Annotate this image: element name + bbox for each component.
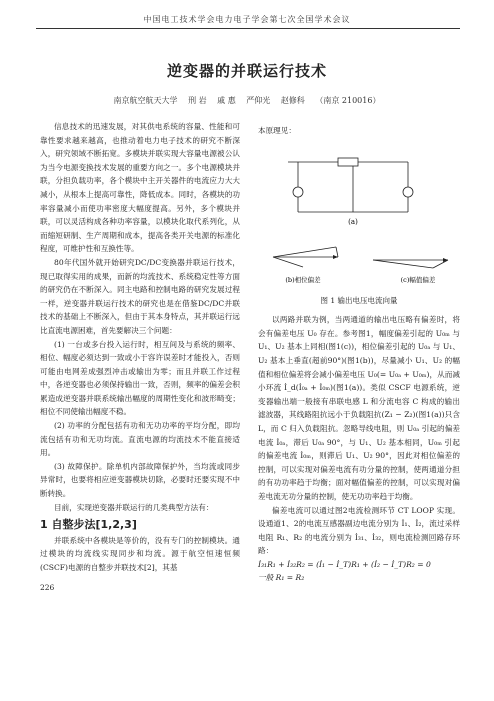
right-column: [258, 124, 460, 585]
fig-label-c: (c)幅值偏差: [400, 275, 436, 284]
vector-diagram: [258, 142, 460, 292]
paper-title: 逆变器的并联运行技术: [166, 62, 327, 80]
paragraph: 目前，实现逆变器并联运行的几类典型方法有：: [54, 502, 214, 512]
author-name: 赵修科: [280, 96, 305, 105]
equation: İ₃₁R₁ + İ₃₂R₂ = (İ₁ − İ_T)R₁ + (İ₂ − İ_T)R₂ = 0: [258, 559, 431, 569]
page-number: 226: [40, 582, 55, 592]
paragraph: 偏差电流可以通过图2电流检测环节 CT LOOP 实现。设通道1、2的电流互感器副边电流分别为 İ₁、İ₂，流过采样电阻 R₁、R₂ 的电流分别为 İ₃₁、İ₃₂，则电流检测回路存环路：: [258, 505, 460, 556]
lead-text: 本原理见：: [258, 126, 296, 135]
author-line: [0, 95, 494, 106]
paragraph: (1) 一台或多台投入运行时，相互间及与系统的频率、相位、幅度必须达到一致或小于容许误差时才能投入，否则可能由电网差成强烈冲击或输出为零；而且并联工作过程中，各逆变器也必须保持输出一致，否则，频率的偏差会积累造成逆变器并联系统输出幅度的周期性变化和波形畸变；相位不同使输出幅度不稳。: [40, 339, 240, 417]
location: （南京 210016）: [315, 96, 381, 105]
author-name: 戚 惠: [217, 96, 236, 105]
left-column: [40, 120, 240, 594]
affiliation: 南京航空航天大学: [113, 96, 178, 105]
paragraph: (3) 故障保护。除单机内部故障保护外，当均流或同步异常时，也要将相应逆变器模块切除，必要时还要实现不中断转换。: [40, 461, 240, 499]
paragraph: (2) 功率的分配包括有功和无功功率的平均分配，即均流包括有功和无功均流。直流电源的均流技术不能直接适用。: [40, 421, 240, 458]
section-heading: 1 自整步法[1,2,3]: [40, 518, 137, 532]
paragraph: 以两路并联为例，当两通道的输出电压略有偏差时，将会有偏差电压 U₀ 存在。参考图1，幅度偏差引起的 U₀ₘ 与 U₁、U₂ 基本上同相(图1(c))，相位偏差引起的 U₀ₐ 与 U₁、U₂ 基本上垂直(超前90°)(图1(b))，尽量减小 U₁、U₂ 的幅值和相位偏差将会减小偏差电压 U₀(= U₀ₐ + U₀ₘ)，从而减小环流 İ_d(İ₀ₐ + İ₀ₘ)(图1(a))。类似 CSCF 电源系统，逆变器输出端一般接有串联电感 L 和分流电容 C 构成的输出滤波器，其线路阻抗远小于负载阻抗(Z₁ − Z₂)(图1(a))只含 L，而 C 归入负载阻抗。忽略导线电阻，则 U₀ₐ 引起的偏差电流 İ₀ₐ，滞后 U₀ₐ 90°，与 U₁、U₂ 基本相同，U₀ₘ 引起的偏差电流 İ₀ₘ，则滞后 U₁、U₂ 90°，因此对相位偏差的控制，可以实现对偏差电流有功分量的控制，使两通道分担的有功功率趋于均衡；面对幅值偏差的控制，可以实现对偏差电流无功分量的控制，使无功功率趋于均衡。: [258, 315, 460, 501]
fig-label-b: (b)相位偏差: [285, 275, 321, 284]
paragraph: 信息技术的迅速发展，对其供电系统的容量、性能和可靠性要求越来越高，也推动着电力电子技术的研究不断深入，研究领域不断拓宽。多模块并联实现大容量电源被公认为当今电源变换技术发展的重要方向之一。多个电源模块并联，分担负载功率，各个模块中主开关器件的电流应力大大减小，从根本上提高可靠性，降低成本。同时，各模块的功率容量减小而使功率密度大幅度提高。另外，多个模块并联，可以灵活构成各种功率容量，以模块化取代系列化，从而缩短研制、生产周期和成本，提高各类开关电源的标准化程度，可维护性和互换性等。: [40, 122, 240, 254]
paragraph: 并联系统中各模块是等价的，没有专门的控制模块。通过模块的均流线实现同步和均流。源于航空恒速恒频(CSCF)电源的自整步并联技术[2]，其基: [40, 535, 240, 572]
paragraph: 80年代国外就开始研究DC/DC变换器并联运行技术，现已取得实用的成果，而新的均流技术、系统稳定性等方面的研究仍在不断深入。同主电路和控制电路的研究发展过程一样，逆变器并联运行技术的研究也是在借鉴DC/DC并联技术的基础上不断深入，但由于其本身特点，其并联运行远比直流电源困难，首先要解决三个问题：: [40, 257, 240, 335]
equation-condition: 一般 R₁ = R₂: [258, 573, 305, 583]
figure-caption: 图 1 输出电压电流向量: [320, 295, 398, 305]
author-name: 刑 岩: [188, 96, 207, 105]
fig-label-a: (a): [348, 217, 358, 226]
author-name: 严仰光: [246, 96, 271, 105]
header-rule: [36, 28, 460, 29]
figure-1: [258, 142, 460, 292]
journal-header: 中国电工技术学会电力电子学会第七次全国学术会议: [143, 15, 351, 24]
